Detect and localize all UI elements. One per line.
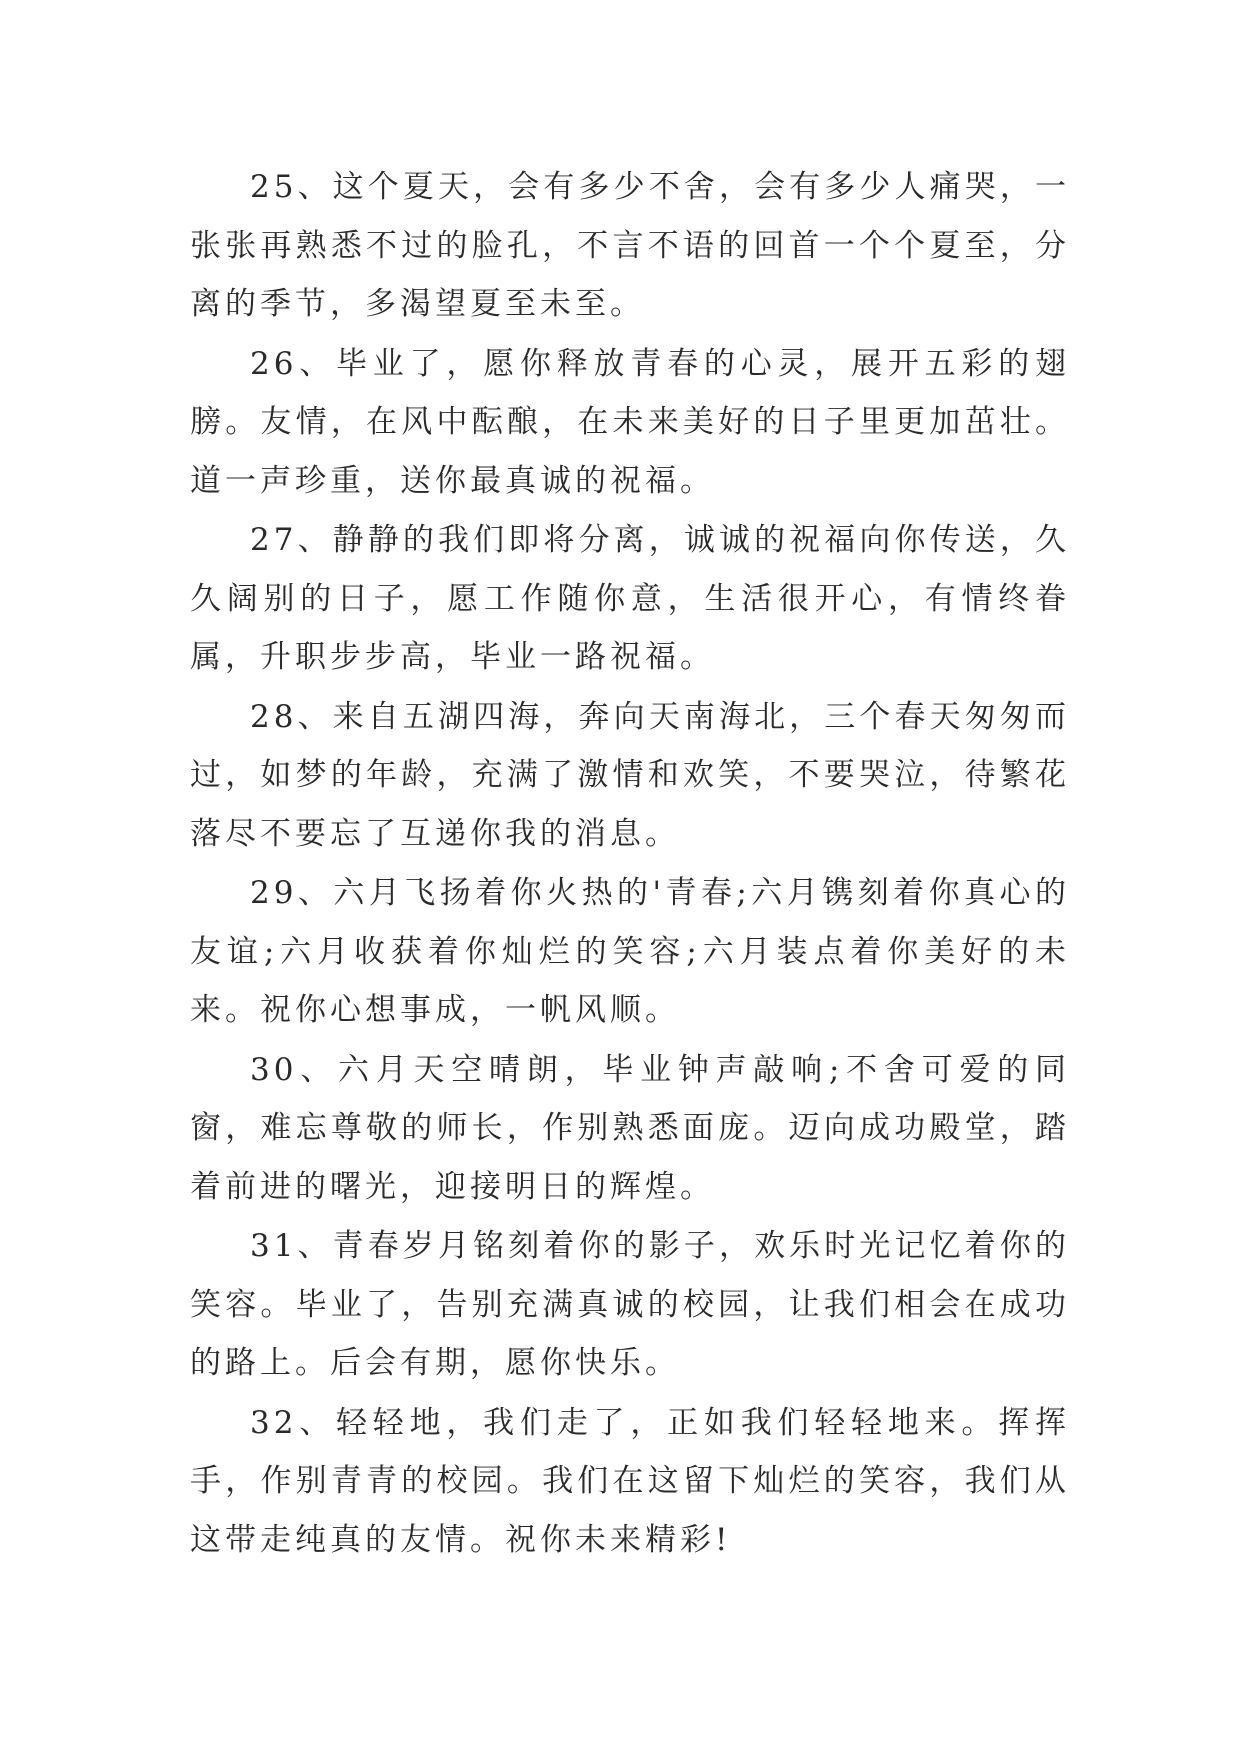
paragraph-28: 28、来自五湖四海，奔向天南海北，三个春天匆匆而过，如梦的年龄，充满了激情和欢笑，不要哭泣，待繁花落尽不要忘了互递你我的消息。 [190, 698, 1070, 852]
paragraph-27: 27、静静的我们即将分离，诚诚的祝福向你传送，久久阔别的日子，愿工作随你意，生活很开心，有情终眷属，升职步步高，毕业一路祝福。 [190, 522, 1070, 675]
document-body [190, 158, 1070, 1570]
paragraph-30: 30、六月天空晴朗，毕业钟声敲响;不舍可爱的同窗，难忘尊敬的师长，作别熟悉面庞。迈向成功殿堂，踏着前进的曙光，迎接明日的辉煌。 [190, 1051, 1070, 1205]
paragraph-26: 26、毕业了，愿你释放青春的心灵，展开五彩的翅膀。友情，在风中酝酿，在未来美好的日子里更加茁壮。道一声珍重，送你最真诚的祝福。 [190, 345, 1070, 499]
paragraph-31: 31、青春岁月铭刻着你的影子，欢乐时光记忆着你的笑容。毕业了，告别充满真诚的校园，让我们相会在成功的路上。后会有期，愿你快乐。 [190, 1228, 1070, 1381]
paragraph-29: 29、六月飞扬着你火热的'青春;六月镌刻着你真心的友谊;六月收获着你灿烂的笑容;六月装点着你美好的未来。祝你心想事成，一帆风顺。 [190, 875, 1070, 1028]
paragraph-32: 32、轻轻地，我们走了，正如我们轻轻地来。挥挥手，作别青青的校园。我们在这留下灿烂的笑容，我们从这带走纯真的友情。祝你未来精彩! [190, 1404, 1070, 1558]
paragraph-25: 25、这个夏天，会有多少不舍，会有多少人痛哭，一张张再熟悉不过的脸孔，不言不语的回首一个个夏至，分离的季节，多渴望夏至未至。 [190, 169, 1070, 322]
